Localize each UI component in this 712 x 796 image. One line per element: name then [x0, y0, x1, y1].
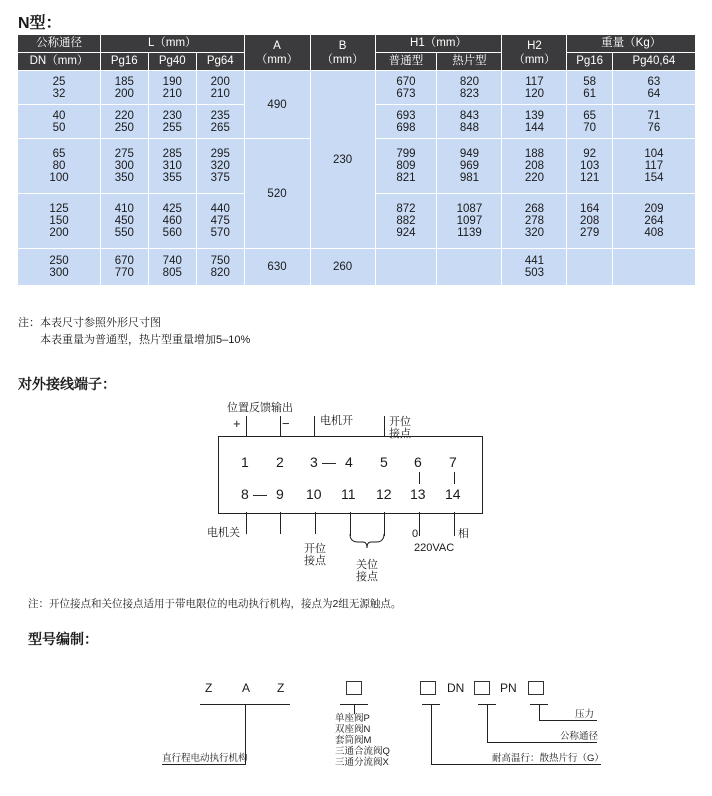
terminal-13: 13	[410, 486, 426, 502]
base-actuator	[162, 764, 246, 765]
base-dn	[487, 742, 597, 743]
terminal-link-8-9: —	[253, 486, 267, 502]
label-motor-off: 电机关	[207, 527, 240, 539]
cell-dn: 65 80 100	[18, 139, 101, 194]
cell-l40: 230 255	[148, 105, 197, 139]
cell-w4064: 209 264 408	[612, 194, 695, 249]
terminal-12: 12	[376, 486, 392, 502]
label-actuator: 直行程电动执行机构	[162, 753, 248, 764]
code-pn: PN	[500, 681, 517, 695]
header-pg16: Pg16	[101, 53, 148, 71]
cell-w16: 92 103 121	[567, 139, 612, 194]
code-box-temp	[420, 681, 436, 695]
terminal-link-3-4: —	[322, 454, 336, 470]
cell-h1f: 949 969 981	[437, 139, 502, 194]
cell-w4064: 71 76	[612, 105, 695, 139]
cell-h1f: 1087 1097 1139	[437, 194, 502, 249]
lead-5	[384, 416, 385, 436]
label-minus: −	[282, 416, 290, 431]
lead-8	[246, 512, 247, 534]
cell-h2: 188 208 220	[502, 139, 567, 194]
cell-a: 630	[244, 249, 310, 286]
label-phase: 相	[458, 528, 469, 540]
header-h1: H1（mm）	[375, 35, 502, 53]
code-box-valve	[346, 681, 362, 695]
link-6-13	[419, 472, 420, 484]
spec-table	[18, 35, 695, 286]
lead-12	[384, 512, 385, 536]
header-w-pg4064: Pg40,64	[612, 53, 695, 71]
base-pn	[539, 720, 597, 721]
cell-h1n: 872 882 924	[375, 194, 437, 249]
label-pressure: 压力	[575, 709, 595, 720]
terminal-5: 5	[380, 454, 388, 470]
base-temp	[431, 764, 601, 765]
cell-w4064: 63 64	[612, 71, 695, 105]
cell-h1n: 670 673	[375, 71, 437, 105]
terminal-4: 4	[345, 454, 353, 470]
cell-h1n: 799 809 821	[375, 139, 437, 194]
page-title: N型：	[18, 15, 62, 32]
cell-h1f: 843 848	[437, 105, 502, 139]
terminal-block	[218, 436, 483, 514]
label-nominal: 公称通径	[560, 731, 599, 742]
cell-l16: 220 250	[101, 105, 148, 139]
header-dn: DN（mm）	[18, 53, 101, 71]
header-h1-fin: 热片型	[437, 53, 502, 71]
leader-temp	[431, 704, 432, 764]
code-z2: Z	[277, 681, 285, 695]
cell-w4064: 104 117 154	[612, 139, 695, 194]
cell-l40: 190 210	[148, 71, 197, 105]
cell-l40: 425 460 560	[148, 194, 197, 249]
header-a: A （mm）	[244, 35, 310, 71]
header-pg40: Pg40	[148, 53, 197, 71]
terminal-9: 9	[276, 486, 284, 502]
terminal-7: 7	[449, 454, 457, 470]
valve-types: 单座阀P 双座阀N 套筒阀M 三通合流阀Q 三通分流阀X	[335, 713, 390, 768]
cell-a: 490	[244, 71, 310, 139]
cell-w4064	[612, 249, 695, 286]
label-open-contact-top: 开位 接点	[389, 416, 411, 440]
code-box-dn	[474, 681, 490, 695]
label-voltage: 220VAC	[414, 542, 455, 554]
brace-icon	[346, 534, 388, 554]
cell-dn: 250 300	[18, 249, 101, 286]
cell-l64: 750 820	[197, 249, 244, 286]
lead-1	[246, 416, 247, 436]
lead-2	[280, 416, 281, 436]
cell-b: 260	[310, 249, 375, 286]
terminal-14: 14	[445, 486, 461, 502]
header-l: L（mm）	[101, 35, 244, 53]
terminal-10: 10	[306, 486, 322, 502]
cell-l64: 200 210	[197, 71, 244, 105]
label-motor-on: 电机开	[320, 415, 353, 427]
lead-3	[314, 416, 315, 436]
cell-h1n	[375, 249, 437, 286]
terminal-3: 3	[310, 454, 318, 470]
header-pg64: Pg64	[197, 53, 244, 71]
cell-l64: 440 475 570	[197, 194, 244, 249]
cell-h1n: 693 698	[375, 105, 437, 139]
note-line-1: 注：本表尺寸参照外形尺寸图	[18, 317, 161, 329]
label-feedback: 位置反馈输出	[227, 402, 293, 414]
cell-a: 520	[244, 139, 310, 249]
cell-l16: 185 200	[101, 71, 148, 105]
cell-b: 230	[310, 71, 375, 249]
header-w-pg16: Pg16	[567, 53, 612, 71]
terminal-2: 2	[276, 454, 284, 470]
lead-10	[315, 512, 316, 534]
cell-h2: 117 120	[502, 71, 567, 105]
cell-l64: 295 320 375	[197, 139, 244, 194]
cell-l16: 275 300 350	[101, 139, 148, 194]
lead-13	[419, 512, 420, 536]
cell-h1f: 820 823	[437, 71, 502, 105]
leader-pn	[539, 704, 540, 720]
label-temp: 耐高温行：散热片行（G）	[492, 753, 604, 764]
code-dn: DN	[447, 681, 465, 695]
header-nominal: 公称通径	[18, 35, 101, 53]
leader-dn	[487, 704, 488, 742]
cell-w16: 58 61	[567, 71, 612, 105]
terminal-8: 8	[241, 486, 249, 502]
header-weight: 重量（Kg）	[567, 35, 695, 53]
note-line-2: 本表重量为普通型，热片型重量增加5–10%	[40, 334, 251, 346]
header-h1-normal: 普通型	[375, 53, 437, 71]
cell-l16: 410 450 550	[101, 194, 148, 249]
code-a: A	[242, 681, 251, 695]
cell-h2: 139 144	[502, 105, 567, 139]
cell-l64: 235 265	[197, 105, 244, 139]
cell-l40: 740 805	[148, 249, 197, 286]
lead-9	[280, 512, 281, 534]
table-row	[18, 71, 695, 105]
header-h2: H2 （mm）	[502, 35, 567, 71]
terminal-6: 6	[414, 454, 422, 470]
link-7-14	[454, 472, 455, 484]
cell-dn: 125 150 200	[18, 194, 101, 249]
table-row	[18, 249, 695, 286]
model-heading: 型号编制：	[28, 631, 98, 647]
terminals-heading: 对外接线端子：	[18, 376, 116, 392]
code-z1: Z	[205, 681, 213, 695]
code-box-pn	[528, 681, 544, 695]
cell-l40: 285 310 355	[148, 139, 197, 194]
cell-w16	[567, 249, 612, 286]
cell-dn: 25 32	[18, 71, 101, 105]
terminal-note: 注：开位接点和关位接点适用于带电限位的电动执行机构，接点为2组无源触点。	[28, 598, 402, 610]
terminal-11: 11	[341, 486, 356, 502]
cell-h1f	[437, 249, 502, 286]
cell-h2: 268 278 320	[502, 194, 567, 249]
cell-w16: 164 208 279	[567, 194, 612, 249]
label-zero: 0	[412, 528, 419, 540]
label-plus: +	[233, 416, 241, 431]
label-open-contact-bottom: 开位 接点	[304, 543, 326, 567]
label-close-contact: 关位 接点	[356, 559, 378, 583]
terminal-1: 1	[241, 454, 249, 470]
cell-l16: 670 770	[101, 249, 148, 286]
lead-11	[350, 512, 351, 536]
header-b: B （mm）	[310, 35, 375, 71]
cell-h2: 441 503	[502, 249, 567, 286]
cell-w16: 65 70	[567, 105, 612, 139]
cell-dn: 40 50	[18, 105, 101, 139]
lead-14	[454, 512, 455, 536]
